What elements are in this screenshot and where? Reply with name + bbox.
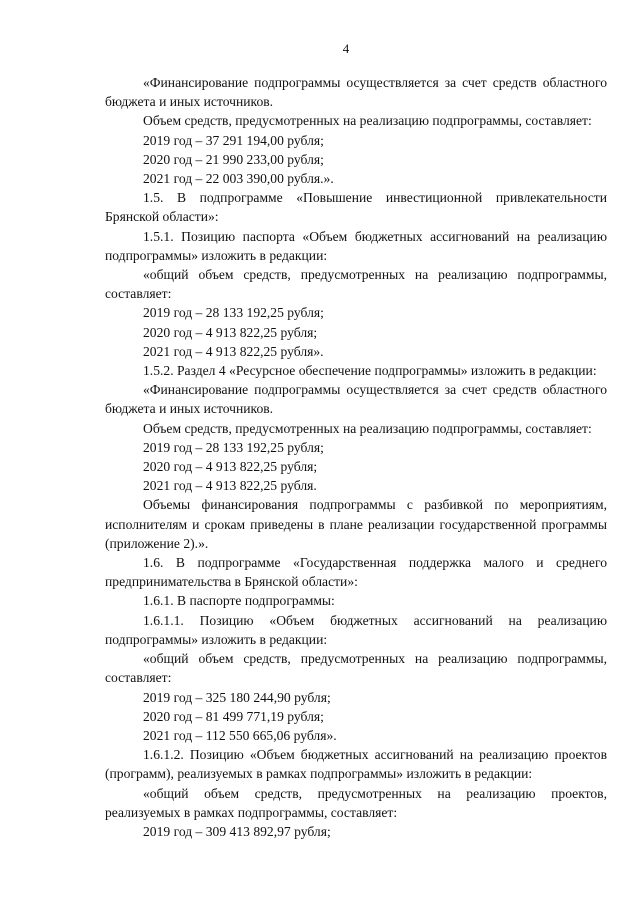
budget-line: 2019 год – 37 291 194,00 рубля; — [143, 132, 324, 148]
paragraph: «общий объем средств, предусмотренных на реализацию подпрограммы, составляет: — [105, 267, 607, 302]
page-number: 4 — [342, 41, 350, 56]
budget-line: 2020 год – 4 913 822,25 рубля; — [143, 459, 318, 475]
budget-line: 2021 год – 22 003 390,00 рубля.». — [143, 171, 334, 187]
paragraph: 1.6. В подпрограмме «Государственная поддержка малого и среднего предпринимательства в Брянской области»: — [105, 555, 607, 590]
budget-line: 2021 год – 112 550 665,06 рубля». — [143, 727, 337, 743]
section-line: 1.6.1. В паспорте подпрограммы: — [143, 593, 335, 609]
paragraph: «Финансирование подпрограммы осуществляется за счет средств областного бюджета и иных источников. — [105, 75, 607, 110]
paragraph: 1.5.1. Позицию паспорта «Объем бюджетных ассигнований на реализацию подпрограммы» изложить в редакции: — [105, 228, 607, 263]
budget-line: 2020 год – 81 499 771,19 рубля; — [143, 708, 324, 724]
paragraph: 1.5. В подпрограмме «Повышение инвестиционной привлекательности Брянской области»: — [105, 190, 607, 225]
document-body — [105, 73, 607, 841]
paragraph: «Финансирование подпрограммы осуществляется за счет средств областного бюджета и иных источников. — [105, 382, 607, 417]
paragraph: 1.6.1.2. Позицию «Объем бюджетных ассигнований на реализацию проектов (программ), реализуемых в рамках подпрограммы» изложить в редакции: — [105, 747, 607, 782]
paragraph: Объемы финансирования подпрограммы с разбивкой по мероприятиям, исполнителям и срокам приведены в плане реализации государственной программы (приложение 2).». — [105, 497, 607, 551]
paragraph: «общий объем средств, предусмотренных на реализацию проектов, реализуемых в рамках подпрограммы, составляет: — [105, 785, 607, 820]
paragraph: «общий объем средств, предусмотренных на реализацию подпрограммы, составляет: — [105, 651, 607, 686]
budget-line: 2021 год – 4 913 822,25 рубля. — [143, 478, 317, 494]
budget-line: 2019 год – 325 180 244,90 рубля; — [143, 689, 331, 705]
budget-line: 2020 год – 21 990 233,00 рубля; — [143, 151, 324, 167]
paragraph: 1.6.1.1. Позицию «Объем бюджетных ассигнований на реализацию подпрограммы» изложить в редакции: — [105, 612, 607, 647]
paragraph: Объем средств, предусмотренных на реализацию подпрограммы, составляет: — [143, 420, 592, 436]
budget-line: 2019 год – 309 413 892,97 рубля; — [143, 823, 331, 839]
budget-line: 2020 год – 4 913 822,25 рубля; — [143, 324, 318, 340]
budget-line: 2019 год – 28 133 192,25 рубля; — [143, 305, 324, 321]
paragraph: Объем средств, предусмотренных на реализацию подпрограммы, составляет: — [143, 113, 592, 129]
budget-line: 2019 год – 28 133 192,25 рубля; — [143, 439, 324, 455]
budget-line: 2021 год – 4 913 822,25 рубля». — [143, 343, 324, 359]
paragraph: 1.5.2. Раздел 4 «Ресурсное обеспечение подпрограммы» изложить в редакции: — [143, 363, 597, 379]
